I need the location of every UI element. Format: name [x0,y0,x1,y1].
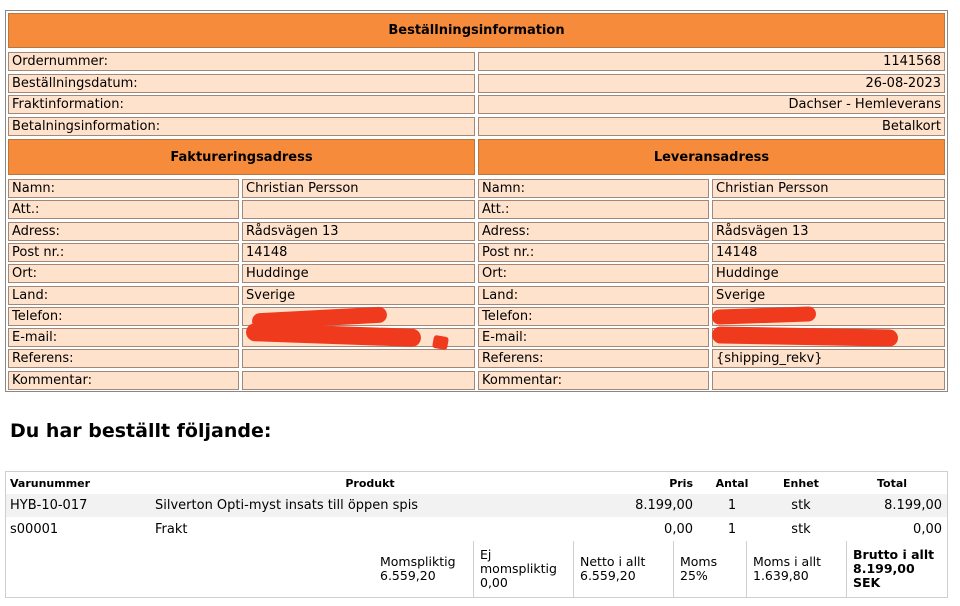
billing-field-label: Kommentar: [8,371,239,390]
shipping-field-label: Referens: [478,349,709,368]
billing-field-label: Namn: [8,179,239,198]
col-header-unit: Enhet [783,477,819,490]
billing-field-label: Adress: [8,222,239,241]
shipping-field-value: Huddinge [712,264,945,283]
billing-field-label: E-mail: [8,328,239,347]
ordered-items-title: Du har beställt följande: [10,420,272,442]
moms-value: 25% [680,568,708,583]
col-header-total: Total [876,477,908,490]
col-header-product: Produkt [345,477,395,490]
row-qty: 1 [727,498,737,513]
order-number-label: Ordernummer: [8,52,475,71]
billing-field-value: Rådsvägen 13 [242,222,475,241]
shipping-info-value: Dachser - Hemleverans [478,95,945,114]
net-value: 6.559,20 [580,568,636,583]
payment-info-label: Betalningsinformation: [8,117,475,136]
order-date-value: 26-08-2023 [478,74,945,93]
billing-field-value: 14148 [242,243,475,262]
row-unit: stk [791,522,811,537]
gross-currency: SEK [853,575,881,590]
shipping-field-label: Adress: [478,222,709,241]
shipping-field-label: Ort: [478,264,709,283]
moms-label: Moms [680,554,718,569]
shipping-field-label: E-mail: [478,328,709,347]
summary-moms [674,541,746,597]
payment-info-value: Betalkort [478,117,945,136]
nonvat-label: Ej [480,547,492,562]
summary-gross [847,541,947,597]
shipping-field-value: Christian Persson [712,179,945,198]
shipping-field-label: Post nr.: [478,243,709,262]
row-product: Silverton Opti-myst insats till öppen spis [155,498,419,513]
billing-field-value: Sverige [242,286,475,305]
billing-field-label: Att.: [8,200,239,219]
row-total: 0,00 [913,522,942,537]
nonvat-label-2: momspliktig [480,561,557,576]
shipping-field-label: Kommentar: [478,371,709,390]
summary-moms-total [747,541,846,597]
vat-label: Momspliktig [380,554,456,569]
vat-value: 6.559,20 [380,568,436,583]
shipping-field-label: Land: [478,286,709,305]
shipping-address-header: Leveransadress [478,139,945,175]
shipping-info-label: Fraktinformation: [8,95,475,114]
billing-field-value [242,371,475,390]
shipping-field-value [712,371,945,390]
billing-field-label: Land: [8,286,239,305]
row-sku: s00001 [10,522,59,537]
row-product: Frakt [155,522,188,537]
shipping-field-value: Sverige [712,286,945,305]
row-sku: HYB-10-017 [10,498,88,513]
gross-value: 8.199,00 [853,561,915,576]
row-price: 8.199,00 [635,498,693,513]
redaction-mark [712,326,898,346]
billing-address-header: Faktureringsadress [8,139,475,175]
col-header-qty: Antal [715,477,749,490]
col-header-price: Pris [669,477,693,490]
summary-vat [374,541,472,597]
billing-field-label: Ort: [8,264,239,283]
summary-nonvat [474,541,572,597]
order-number-value: 1141568 [478,52,945,71]
net-label: Netto i allt [580,554,646,569]
shipping-field-value: 14148 [712,243,945,262]
order-date-label: Beställningsdatum: [8,74,475,93]
moms-total-value: 1.639,80 [753,568,809,583]
billing-field-label: Post nr.: [8,243,239,262]
billing-field-value [242,200,475,219]
col-header-sku: Varunummer [10,477,91,490]
billing-field-label: Telefon: [8,307,239,326]
shipping-field-label: Namn: [478,179,709,198]
shipping-field-label: Telefon: [478,307,709,326]
row-unit: stk [791,498,811,513]
summary-net [574,541,672,597]
row-price: 0,00 [664,522,693,537]
billing-field-label: Referens: [8,349,239,368]
shipping-field-label: Att.: [478,200,709,219]
billing-field-value: Huddinge [242,264,475,283]
shipping-field-value [712,200,945,219]
billing-field-value: Christian Persson [242,179,475,198]
billing-field-value [242,349,475,368]
order-info-header: Beställningsinformation [8,13,945,48]
gross-label: Brutto i allt [853,547,935,562]
moms-total-label: Moms i allt [753,554,822,569]
redaction-mark [432,335,449,350]
shipping-field-value: {shipping_rekv} [712,349,945,368]
shipping-field-value: Rådsvägen 13 [712,222,945,241]
row-total: 8.199,00 [884,498,942,513]
nonvat-value: 0,00 [480,575,508,590]
row-qty: 1 [727,522,737,537]
